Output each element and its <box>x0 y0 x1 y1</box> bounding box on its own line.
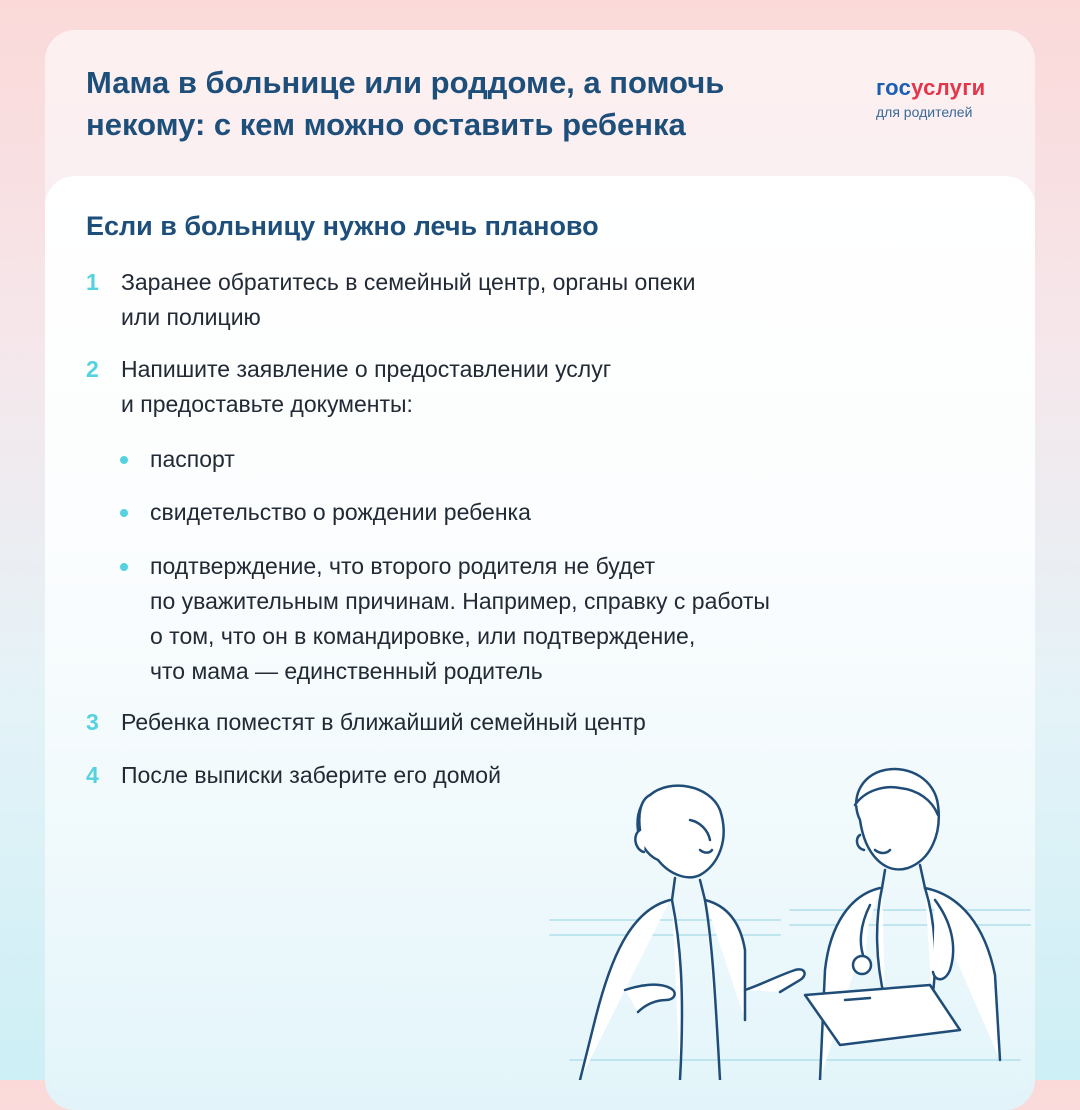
document-text <box>150 442 950 477</box>
woman-figure-icon <box>580 786 805 1080</box>
step-text-line: Заранее обратитесь в семейный центр, органы опеки <box>121 269 696 295</box>
step-text <box>121 352 941 422</box>
logo-wordmark <box>876 76 1006 100</box>
logo-part-gos: гос <box>876 75 912 100</box>
bullet-dot-icon <box>120 456 128 464</box>
step-text-line: После выписки заберите его домой <box>121 762 501 788</box>
section-heading: Если в больницу нужно лечь планово <box>86 211 599 241</box>
step-number: 2 <box>86 356 99 382</box>
document-text <box>150 549 950 689</box>
step-number: 1 <box>86 269 99 295</box>
logo-subtitle: для родителей <box>876 104 973 120</box>
step-text-line: Ребенка поместят в ближайший семейный центр <box>121 709 646 735</box>
step-text-line: или полицию <box>121 304 261 330</box>
bullet-dot-icon <box>120 563 128 571</box>
page-title <box>86 62 846 146</box>
gosuslugi-logo <box>876 76 1006 120</box>
title-line: некому: с кем можно оставить ребенка <box>86 107 686 142</box>
step-text <box>121 265 941 335</box>
title-line: Мама в больнице или роддоме, а помочь <box>86 65 725 100</box>
document-text-line: что мама — единственный родитель <box>150 658 543 684</box>
document-text-line: по уважительным причинам. Например, справку с работы <box>150 588 770 614</box>
document-text-line: паспорт <box>150 446 235 472</box>
woman-and-doctor-illustration <box>540 760 1040 1080</box>
step-number: 3 <box>86 709 99 735</box>
step-number: 4 <box>86 762 99 788</box>
document-text <box>150 495 950 530</box>
document-text-line: подтверждение, что второго родителя не будет <box>150 553 656 579</box>
step-text <box>121 705 941 740</box>
document-text-line: свидетельство о рождении ребенка <box>150 499 531 525</box>
step-text-line: и предоставьте документы: <box>121 391 413 417</box>
document-text-line: о том, что он в командировке, или подтверждение, <box>150 623 696 649</box>
step-text-line: Напишите заявление о предоставлении услуг <box>121 356 612 382</box>
logo-part-uslugi: услуги <box>911 75 986 100</box>
bullet-dot-icon <box>120 509 128 517</box>
